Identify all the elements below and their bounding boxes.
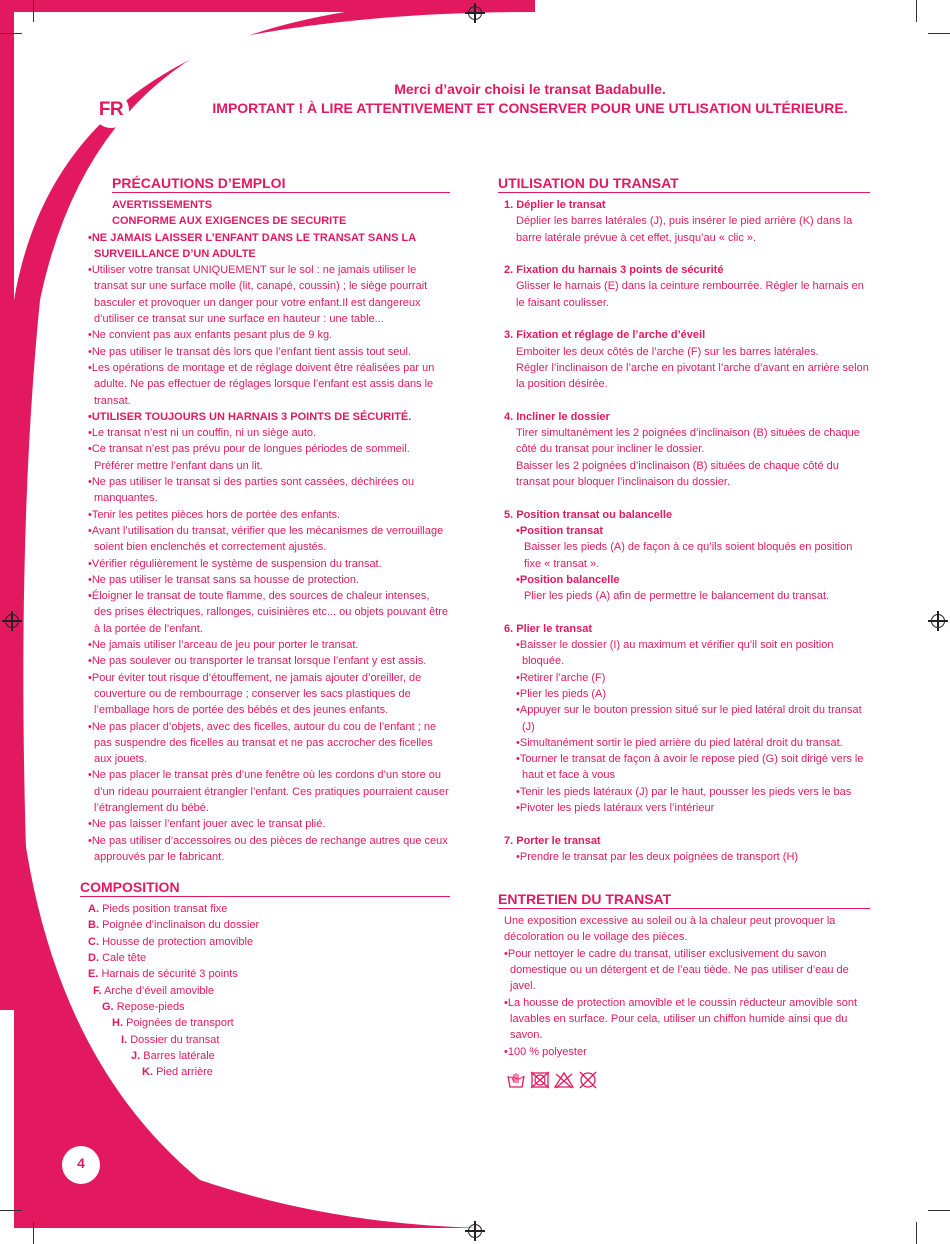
step-6-list <box>498 637 870 816</box>
composition-letter: J. <box>131 1049 141 1062</box>
composition-letter: F. <box>93 984 102 997</box>
composition-label: Repose-pieds <box>116 1000 185 1013</box>
composition-item <box>88 1032 450 1048</box>
warnings-heading: AVERTISSEMENTS <box>112 199 213 211</box>
no-bleach-icon <box>554 1070 574 1090</box>
composition-letter: G. <box>102 1000 114 1013</box>
utilisation-title: UTILISATION DU TRANSAT <box>498 175 870 193</box>
fold-step-item: • Simultanément sortir le pied arrière du pied latéral droit du transat. <box>516 735 870 751</box>
step-7-title: 7. Porter le transat <box>504 834 601 847</box>
fold-step-item: • Appuyer sur le bouton pression situé sur le pied latéral droit du transat (J) <box>516 702 870 735</box>
maintenance-item: • Pour nettoyer le cadre du transat, utiliser exclusivement du savon domestique ou un détergent et de l’eau tiède. Ne pas utiliser d’eau de javel. <box>504 946 870 995</box>
fold-step-item: • Retirer l’arche (F) <box>516 670 870 686</box>
precautions-title: PRÉCAUTIONS D’EMPLOI <box>112 175 450 193</box>
crop-mark <box>33 1222 34 1244</box>
precaution-item: • Les opérations de montage et de réglage doivent être réalisées par un adulte. Ne pas effectuer de réglages lorsque l’enfant est assis dans le transat. <box>88 360 450 409</box>
step-3-title: 3. Fixation et réglage de l’arche d’éveil <box>504 329 706 342</box>
step-1-body: Déplier les barres latérales (J), puis insérer le pied arrière (K) dans la barre latérale prévue à cet effet, jusqu’au « clic ». <box>516 215 853 244</box>
composition-letter: H. <box>112 1017 123 1030</box>
entretien-intro: Une exposition excessive au soleil ou à la chaleur peut provoquer la décoloration ou le voilage des pièces. <box>504 915 836 944</box>
step-3-body: Emboiter les deux côtés de l’arche (F) sur les barres latérales. <box>516 345 819 358</box>
step-5-subtitle: • Position balancelle <box>498 572 870 588</box>
precaution-item: • Éloigner le transat de toute flamme, des sources de chaleur intenses, des prises électriques, rallonges, cuisinières etc... ou objets pouvant être à la portée de l’enfant. <box>88 588 450 637</box>
composition-item <box>88 983 450 999</box>
maintenance-item: • 100 % polyester <box>504 1044 870 1060</box>
precaution-item: • Pour éviter tout risque d’étouffement, ne jamais ajouter d’oreiller, de couverture ou de rembourrage ; conserver les sacs plastiques de l’emballage hors de portée des bébés et des jeunes enfants. <box>88 670 450 719</box>
precaution-item: • Ne pas soulever ou transporter le transat lorsque l’enfant y est assis. <box>88 653 450 669</box>
precaution-item: • Ne pas placer d’objets, avec des ficelles, autour du cou de l’enfant ; ne pas suspendre des ficelles au transat et ne pas accrocher des ficelles aux jouets. <box>88 719 450 768</box>
composition-item <box>88 901 450 917</box>
composition-letter: D. <box>88 952 99 965</box>
composition-title: COMPOSITION <box>80 879 450 897</box>
language-badge: FR <box>93 92 129 128</box>
step-4-body: Tirer simultanément les 2 poignées d’inclinaison (B) situées de chaque côté du transat pour incliner le dossier. <box>516 427 860 456</box>
precaution-item: • Ne pas utiliser d’accessoires ou des pièces de rechange autres que ceux approuvés par le fabricant. <box>88 833 450 866</box>
step-5-subtitle: • Position transat <box>498 523 870 539</box>
composition-letter: I. <box>121 1033 128 1046</box>
precautions-list <box>88 230 450 866</box>
crop-mark <box>916 0 917 22</box>
header-important: IMPORTANT ! À LIRE ATTENTIVEMENT ET CONSERVER POUR UNE UTLISATION ULTÉRIEURE. <box>212 100 848 116</box>
no-dry-clean-icon <box>578 1070 598 1090</box>
precaution-item: • Ne pas laisser l’enfant jouer avec le transat plié. <box>88 816 450 832</box>
hand-wash-icon <box>506 1070 526 1090</box>
right-column <box>498 175 870 1090</box>
crop-mark <box>0 33 22 34</box>
composition-label: Dossier du transat <box>130 1033 220 1046</box>
composition-label: Arche d’éveil amovible <box>104 984 215 997</box>
composition-letter: C. <box>88 935 99 948</box>
composition-letter: B. <box>88 919 99 932</box>
page-header <box>150 80 910 118</box>
precaution-item: • Le transat n’est ni un couffin, ni un siège auto. <box>88 425 450 441</box>
crop-mark <box>33 0 34 22</box>
crop-mark <box>0 1210 22 1211</box>
left-column <box>80 175 450 1080</box>
precaution-item: • Ne pas placer le transat près d’une fenêtre où les cordons d’un store ou d’un rideau pourraient étrangler l’enfant. Ces pratiques pourraient causer l’étranglement du bébé. <box>88 767 450 816</box>
registration-mark-icon <box>468 6 482 20</box>
composition-item <box>88 1015 450 1031</box>
composition-item <box>88 966 450 982</box>
composition-item <box>88 950 450 966</box>
composition-list <box>88 901 450 1080</box>
maintenance-item: • La housse de protection amovible et le coussin réducteur amovible sont lavables en surface. Pour cela, utiliser un chiffon humide ainsi que du savon. <box>504 995 870 1044</box>
fold-step-item: • Tenir les pieds latéraux (J) par le haut, pousser les pieds vers le bas <box>516 784 870 800</box>
composition-label: Pieds position transat fixe <box>102 903 228 916</box>
entretien-list <box>498 946 870 1060</box>
composition-label: Pied arrière <box>156 1066 213 1079</box>
safety-compliance-heading: CONFORME AUX EXIGENCES DE SECURITE <box>112 215 347 228</box>
precaution-item: • Avant l’utilisation du transat, vérifier que les mécanismes de verrouillage soient bien enclenchés et correctement ajustés. <box>88 523 450 556</box>
precaution-item: • Ne jamais utiliser l’arceau de jeu pour porter le transat. <box>88 637 450 653</box>
fold-step-item: • Pivoter les pieds latéraux vers l’intérieur <box>516 800 870 816</box>
step-2-title: 2. Fixation du harnais 3 points de sécurité <box>504 264 724 277</box>
entretien-title: ENTRETIEN DU TRANSAT <box>498 891 870 909</box>
carry-step-item: • Prendre le transat par les deux poignées de transport (H) <box>516 849 870 865</box>
composition-label: Barres latérale <box>143 1049 215 1062</box>
no-tumble-dry-icon <box>530 1070 550 1090</box>
fold-step-item: • Baisser le dossier (I) au maximum et vérifier qu’il soit en position bloquée. <box>516 637 870 670</box>
step-2-body: Glisser le harnais (E) dans la ceinture rembourrée. Régler le harnais en le faisant coulisser. <box>516 280 864 309</box>
precaution-item: • Ce transat n’est pas prévu pour de longues périodes de sommeil. Préférer mettre l’enfant dans un lit. <box>88 441 450 474</box>
crop-mark <box>928 1210 950 1211</box>
composition-item <box>88 1048 450 1064</box>
crop-mark <box>916 1222 917 1244</box>
registration-mark-icon <box>5 614 19 628</box>
step-5-body: Plier les pieds (A) afin de permettre le balancement du transat. <box>524 590 830 603</box>
composition-item <box>88 934 450 950</box>
precaution-item: • Ne pas utiliser le transat si des parties sont cassées, déchirées ou manquantes. <box>88 474 450 507</box>
composition-label: Poignée d’inclinaison du dossier <box>102 919 260 932</box>
precaution-item: • Vérifier régulièrement le système de suspension du transat. <box>88 556 450 572</box>
crop-mark <box>928 33 950 34</box>
precaution-item: • NE JAMAIS LAISSER L’ENFANT DANS LE TRANSAT SANS LA SURVEILLANCE D’UN ADULTE <box>88 230 450 263</box>
precaution-item: • UTILISER TOUJOURS UN HARNAIS 3 POINTS DE SÉCURITÉ. <box>88 409 450 425</box>
composition-label: Housse de protection amovible <box>102 935 254 948</box>
composition-item <box>88 1064 450 1080</box>
precaution-item: • Tenir les petites pièces hors de portée des enfants. <box>88 507 450 523</box>
step-6-title: 6. Plier le transat <box>504 622 593 635</box>
step-1-title: 1. Déplier le transat <box>504 199 606 211</box>
precaution-item: • Ne pas utiliser le transat sans sa housse de protection. <box>88 572 450 588</box>
precaution-item: • Utiliser votre transat UNIQUEMENT sur le sol : ne jamais utiliser le transat sur une surface molle (lit, canapé, coussin) ; le siège pourrait basculer et provoquer un danger pour votre enfant.Il est dangereux d’utiliser ce transat sur une surface en hauteur : une table... <box>88 262 450 327</box>
composition-label: Harnais de sécurité 3 points <box>101 968 238 981</box>
composition-label: Cale tête <box>102 952 147 965</box>
precaution-item: • Ne pas utiliser le transat dès lors que l’enfant tient assis tout seul. <box>88 344 450 360</box>
care-symbols <box>498 1070 870 1090</box>
step-3-body: Régler l’inclinaison de l’arche en pivotant l’arche d’avant en arrière selon la position désirée. <box>516 361 869 391</box>
step-5-title: 5. Position transat ou balancelle <box>504 508 673 521</box>
composition-label: Poignées de transport <box>126 1017 234 1030</box>
precautions-block <box>88 175 450 230</box>
header-thanks: Merci d’avoir choisi le transat Badabulle. <box>394 81 666 97</box>
page-number: 4 <box>62 1146 100 1184</box>
composition-letter: K. <box>142 1066 153 1079</box>
composition-item <box>88 917 450 933</box>
precaution-item: • Ne convient pas aux enfants pesant plus de 9 kg. <box>88 327 450 343</box>
registration-mark-icon <box>468 1224 482 1238</box>
step-7-list <box>498 849 870 865</box>
composition-item <box>88 999 450 1015</box>
fold-step-item: • Tourner le transat de façon à avoir le repose pied (G) soit dirigé vers le haut et face à vous <box>516 751 870 784</box>
composition-letter: A. <box>88 903 99 916</box>
step-4-body: Baisser les 2 poignées d’inclinaison (B) situées de chaque côté du transat pour bloquer l’inclinaison du dossier. <box>516 459 839 489</box>
registration-mark-icon <box>931 614 945 628</box>
step-4-title: 4. Incliner le dossier <box>504 410 610 423</box>
fold-step-item: • Plier les pieds (A) <box>516 686 870 702</box>
step-5-body: Baisser les pieds (A) de façon à ce qu’ils soient bloqués en position fixe « transat ». <box>524 541 853 570</box>
composition-letter: E. <box>88 968 99 981</box>
